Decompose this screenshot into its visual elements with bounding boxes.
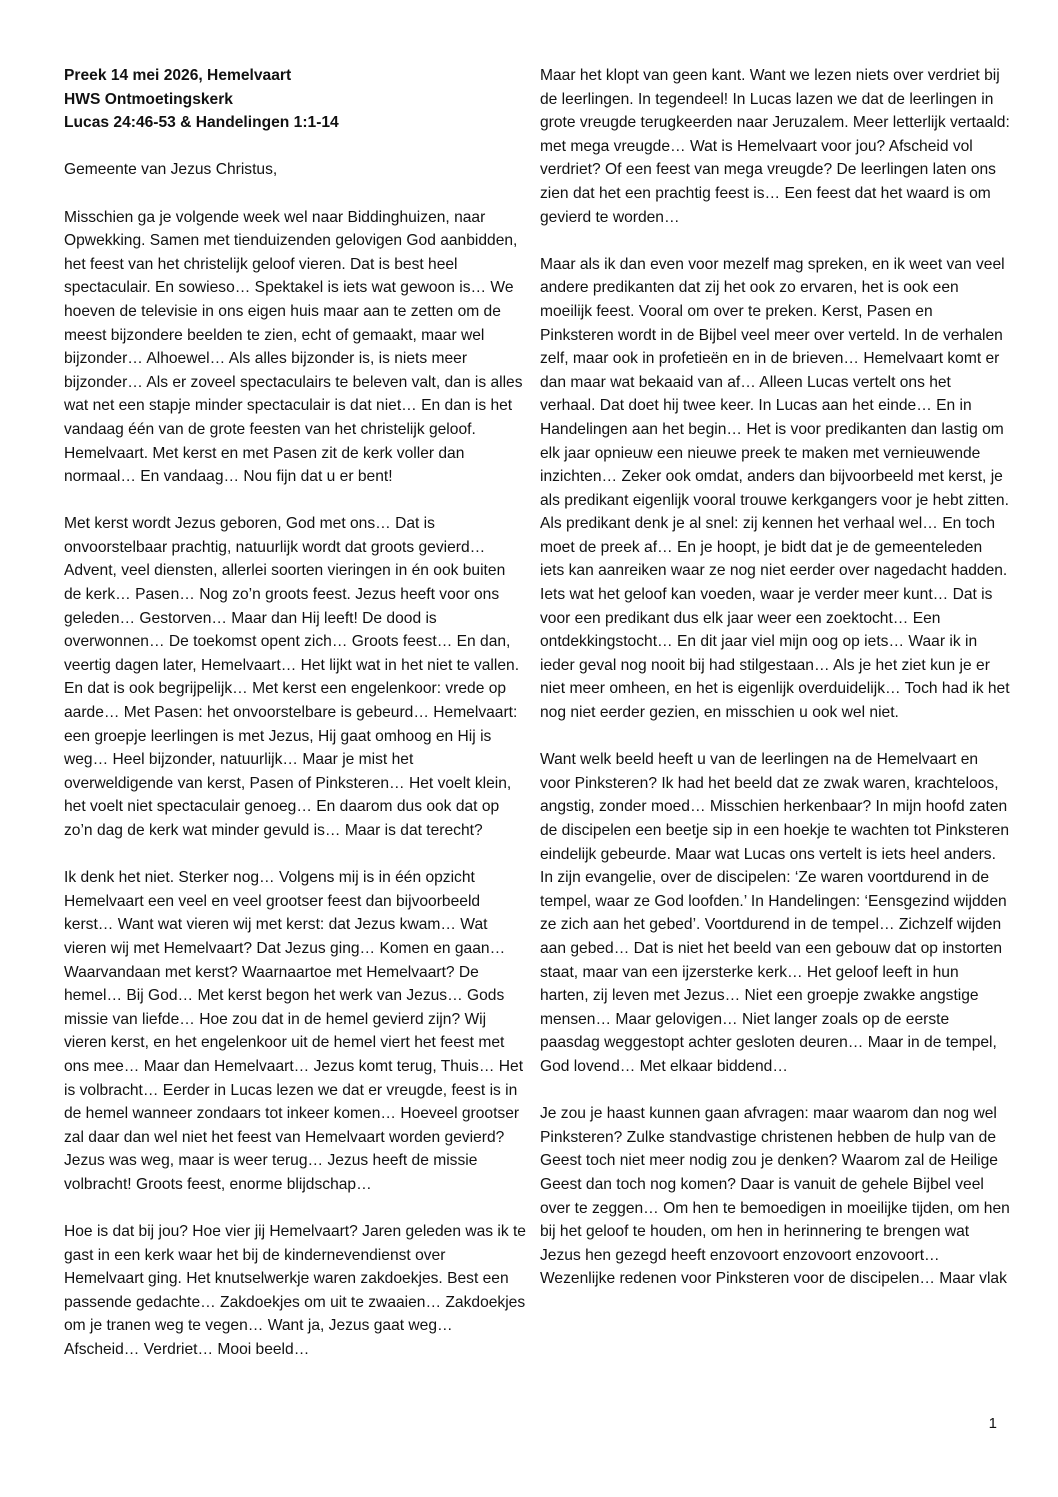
paragraph: Want welk beeld heeft u van de leerlingen na de Hemelvaart en voor Pinksteren? Ik had het beeld dat ze zwak waren, krachteloos, angstig, zonder moed… Misschien herkenbaar? In mijn hoofd zaten de discipelen een beetje sip in een hoekje te wachten tot Pinksteren eindelijk gebeurde. Maar wat Lucas ons vertelt is iets heel anders. In zijn evangelie, over de discipelen: ‘Ze waren voortdurend in de tempel, waar ze God loofden.’ In Handelingen: ‘Eensgezind wijdden ze zich aan het gebed’. Voortdurend in de tempel… Zichzelf wijden aan gebed… Dat is niet het beeld van een gebouw dat op instorten staat, maar van een ijzersterke kerk… Het geloof leeft in hun harten, zij leven met Jezus… Niet een groepje zwakke angstige mensen… Maar gelovigen… Niet langer zoals op de eerste paasdag weggestopt achter gesloten deuren… Maar in de tempel, God lovend… Met elkaar biddend… — [540, 751, 1009, 1075]
sermon-date-title: Preek 14 mei 2026, Hemelvaart — [64, 67, 292, 84]
paragraph: Misschien ga je volgende week wel naar Biddinghuizen, naar Opwekking. Samen met tienduizenden gelovigen God aanbidden, het feest van het christelijk geloof vieren. Dat is best heel spectaculair. En sowieso… Spektakel is iets wat gewoon is… We hoeven de televisie in ons eigen huis maar aan te zetten om de meest bijzondere beelden te zien, echt of gemaakt, maar wel bijzonder… Alhoewel… Als alles bijzonder is, is niets meer bijzonder… Als er zoveel spectaculairs te beleven valt, dan is alles wat net een stapje minder spectaculair is dat niet… En dan is het vandaag één van de grote feesten van het christelijk geloof. Hemelvaart. Met kerst en met Pasen zit de kerk voller dan normaal… En vandaag… Nou fijn dat u er bent! — [64, 208, 523, 486]
paragraph: Je zou je haast kunnen gaan afvragen: maar waarom dan nog wel Pinksteren? Zulke standvastige christenen hebben de hulp van de Geest toch niet meer nodig zou je denken? Waarom zal de Heilige Geest dan toch nog komen? Daar is vanuit de gehele Bijbel veel over te zeggen… Om hen te bemoedigen in moeilijke tijden, om hen bij het geloof te houden, om hen in herinnering te brengen wat Jezus hen gezegd heeft enzovoort enzovoort enzovoort… Wezenlijke redenen voor Pinksteren voor de discipelen… Maar vlak — [540, 1105, 1010, 1288]
left-column — [64, 64, 526, 1385]
paragraph: Ik denk het niet. Sterker nog… Volgens mij is in één opzicht Hemelvaart een veel en veel grootser feest dan bijvoorbeeld kerst… Want wat vieren wij met kerst: dat Jezus kwam… Wat vieren wij met Hemelvaart? Dat Jezus ging… Komen en gaan… Waarvandaan met kerst? Waarnaartoe met Hemelvaart? De hemel… Bij God… Met kerst begon het werk van Jezus… Gods missie van liefde… Hoe zou dat in de hemel gevierd zijn? Wij vieren kerst, en het engelenkoor uit de hemel viert het feest met ons mee… Maar dan Hemelvaart… Jezus komt terug, Thuis… Het is volbracht… Eerder in Lucas lezen we dat er vreugde, feest is in de hemel wanneer zondaars tot inkeer komen… Hoeveel grootser zal daar dan wel niet het feest van Hemelvaart worden gevierd? Jezus was weg, maar is weer terug… Jezus heeft de missie volbracht! Groots feest, enorme blijdschap… — [64, 869, 524, 1193]
paragraph: Met kerst wordt Jezus geboren, God met ons… Dat is onvoorstelbaar prachtig, natuurlijk wordt dat groots gevierd… Advent, veel diensten, allerlei soorten vieringen in én ook buiten de kerk… Pasen… Nog zo’n groots feest. Jezus heeft voor ons geleden… Gestorven… Maar dan Hij leeft! De dood is overwonnen… De toekomst opent zich… Groots feest… En dan, veertig dagen later, Hemelvaart… Het lijkt wat in het niet te vallen. En dat is ook begrijpelijk… Met kerst een engelenkoor: vrede op aarde… Met Pasen: het onvoorstelbare is gebeurd… Hemelvaart: een groepje leerlingen is met Jezus, Hij gaat omhoog en Hij is weg… Heel bijzonder, natuurlijk… Maar je mist het overweldigende van kerst, Pasen of Pinksteren… Het voelt klein, het voelt niet spectaculair genoeg… En daarom dus ook dat op zo’n dag de kerk wat minder gevuld is… Maar is dat terecht? — [64, 515, 520, 839]
scripture-reference: Lucas 24:46-53 & Handelingen 1:1-14 — [64, 114, 339, 132]
paragraph: Maar het klopt van geen kant. Want we lezen niets over verdriet bij de leerlingen. In tegendeel! In Lucas lazen we dat de leerlingen in grote vreugde terugkeerden naar Jeruzalem. Meer letterlijk vertaald: met mega vreugde… Wat is Hemelvaart voor jou? Afscheid vol verdriet? Of een feest van mega vreugde? De leerlingen laten ons zien dat het een prachtig feest is… Een feest dat het waard is om gevierd te worden… — [540, 67, 1010, 226]
page-number: 1 — [988, 1415, 997, 1432]
right-column — [540, 64, 1010, 1314]
paragraph: Maar als ik dan even voor mezelf mag spreken, en ik weet van veel andere predikanten dat zij het ook zo ervaren, het is ook een moeilijk feest. Vooral om over te preken. Kerst, Pasen en Pinksteren wordt in de Bijbel veel meer over verteld. In de verhalen zelf, maar ook in profetieën en in de brieven… Hemelvaart komt er dan maar wat bekaaid van af… Alleen Lucas vertelt ons het verhaal. Dat doet hij twee keer. In Lucas aan het einde… En in Handelingen aan het begin… Het is voor predikanten dan lastig om elk jaar opnieuw een nieuwe preek te maken met vernieuwende inzichten… Zeker ook omdat, anders dan bijvoorbeeld met kerst, je als predikant eigenlijk vooral trouwe kerkgangers voor je hebt zitten. Als predikant denk je al snel: zij kennen het verhaal wel… En toch moet de preek af… En je hoopt, je bidt dat je de gemeenteleden iets kan aanreiken waar ze nog niet eerder over nagedacht hadden. Iets wat het geloof kan voeden, waar je verder meer kunt… Dat is voor een predikant dus elk jaar weer een zoektocht… Een ontdekkingstocht… En dit jaar viel mijn oog op iets… Waar ik in ieder geval nog nooit bij had stilgestaan… Als je het ziet kun je er niet meer omheen, en het is eigenlijk overduidelijk… Toch had ik het nog niet eerder gezien, en misschien u ook wel niet. — [540, 255, 1010, 722]
church-name: HWS Ontmoetingskerk — [64, 90, 233, 108]
salutation: Gemeente van Jezus Christus, — [64, 161, 278, 179]
paragraph: Hoe is dat bij jou? Hoe vier jij Hemelvaart? Jaren geleden was ik te gast in een kerk waar het bij de kindernevendienst over Hemelvaart ging. Het knutselwerkje waren zakdoekjes. Best een passende gedachte… Zakdoekjes om uit te zwaaien… Zakdoekjes om je tranen weg te vegen… Want ja, Jezus gaat weg… Afscheid… Verdriet… Mooi beeld… — [64, 1223, 526, 1359]
